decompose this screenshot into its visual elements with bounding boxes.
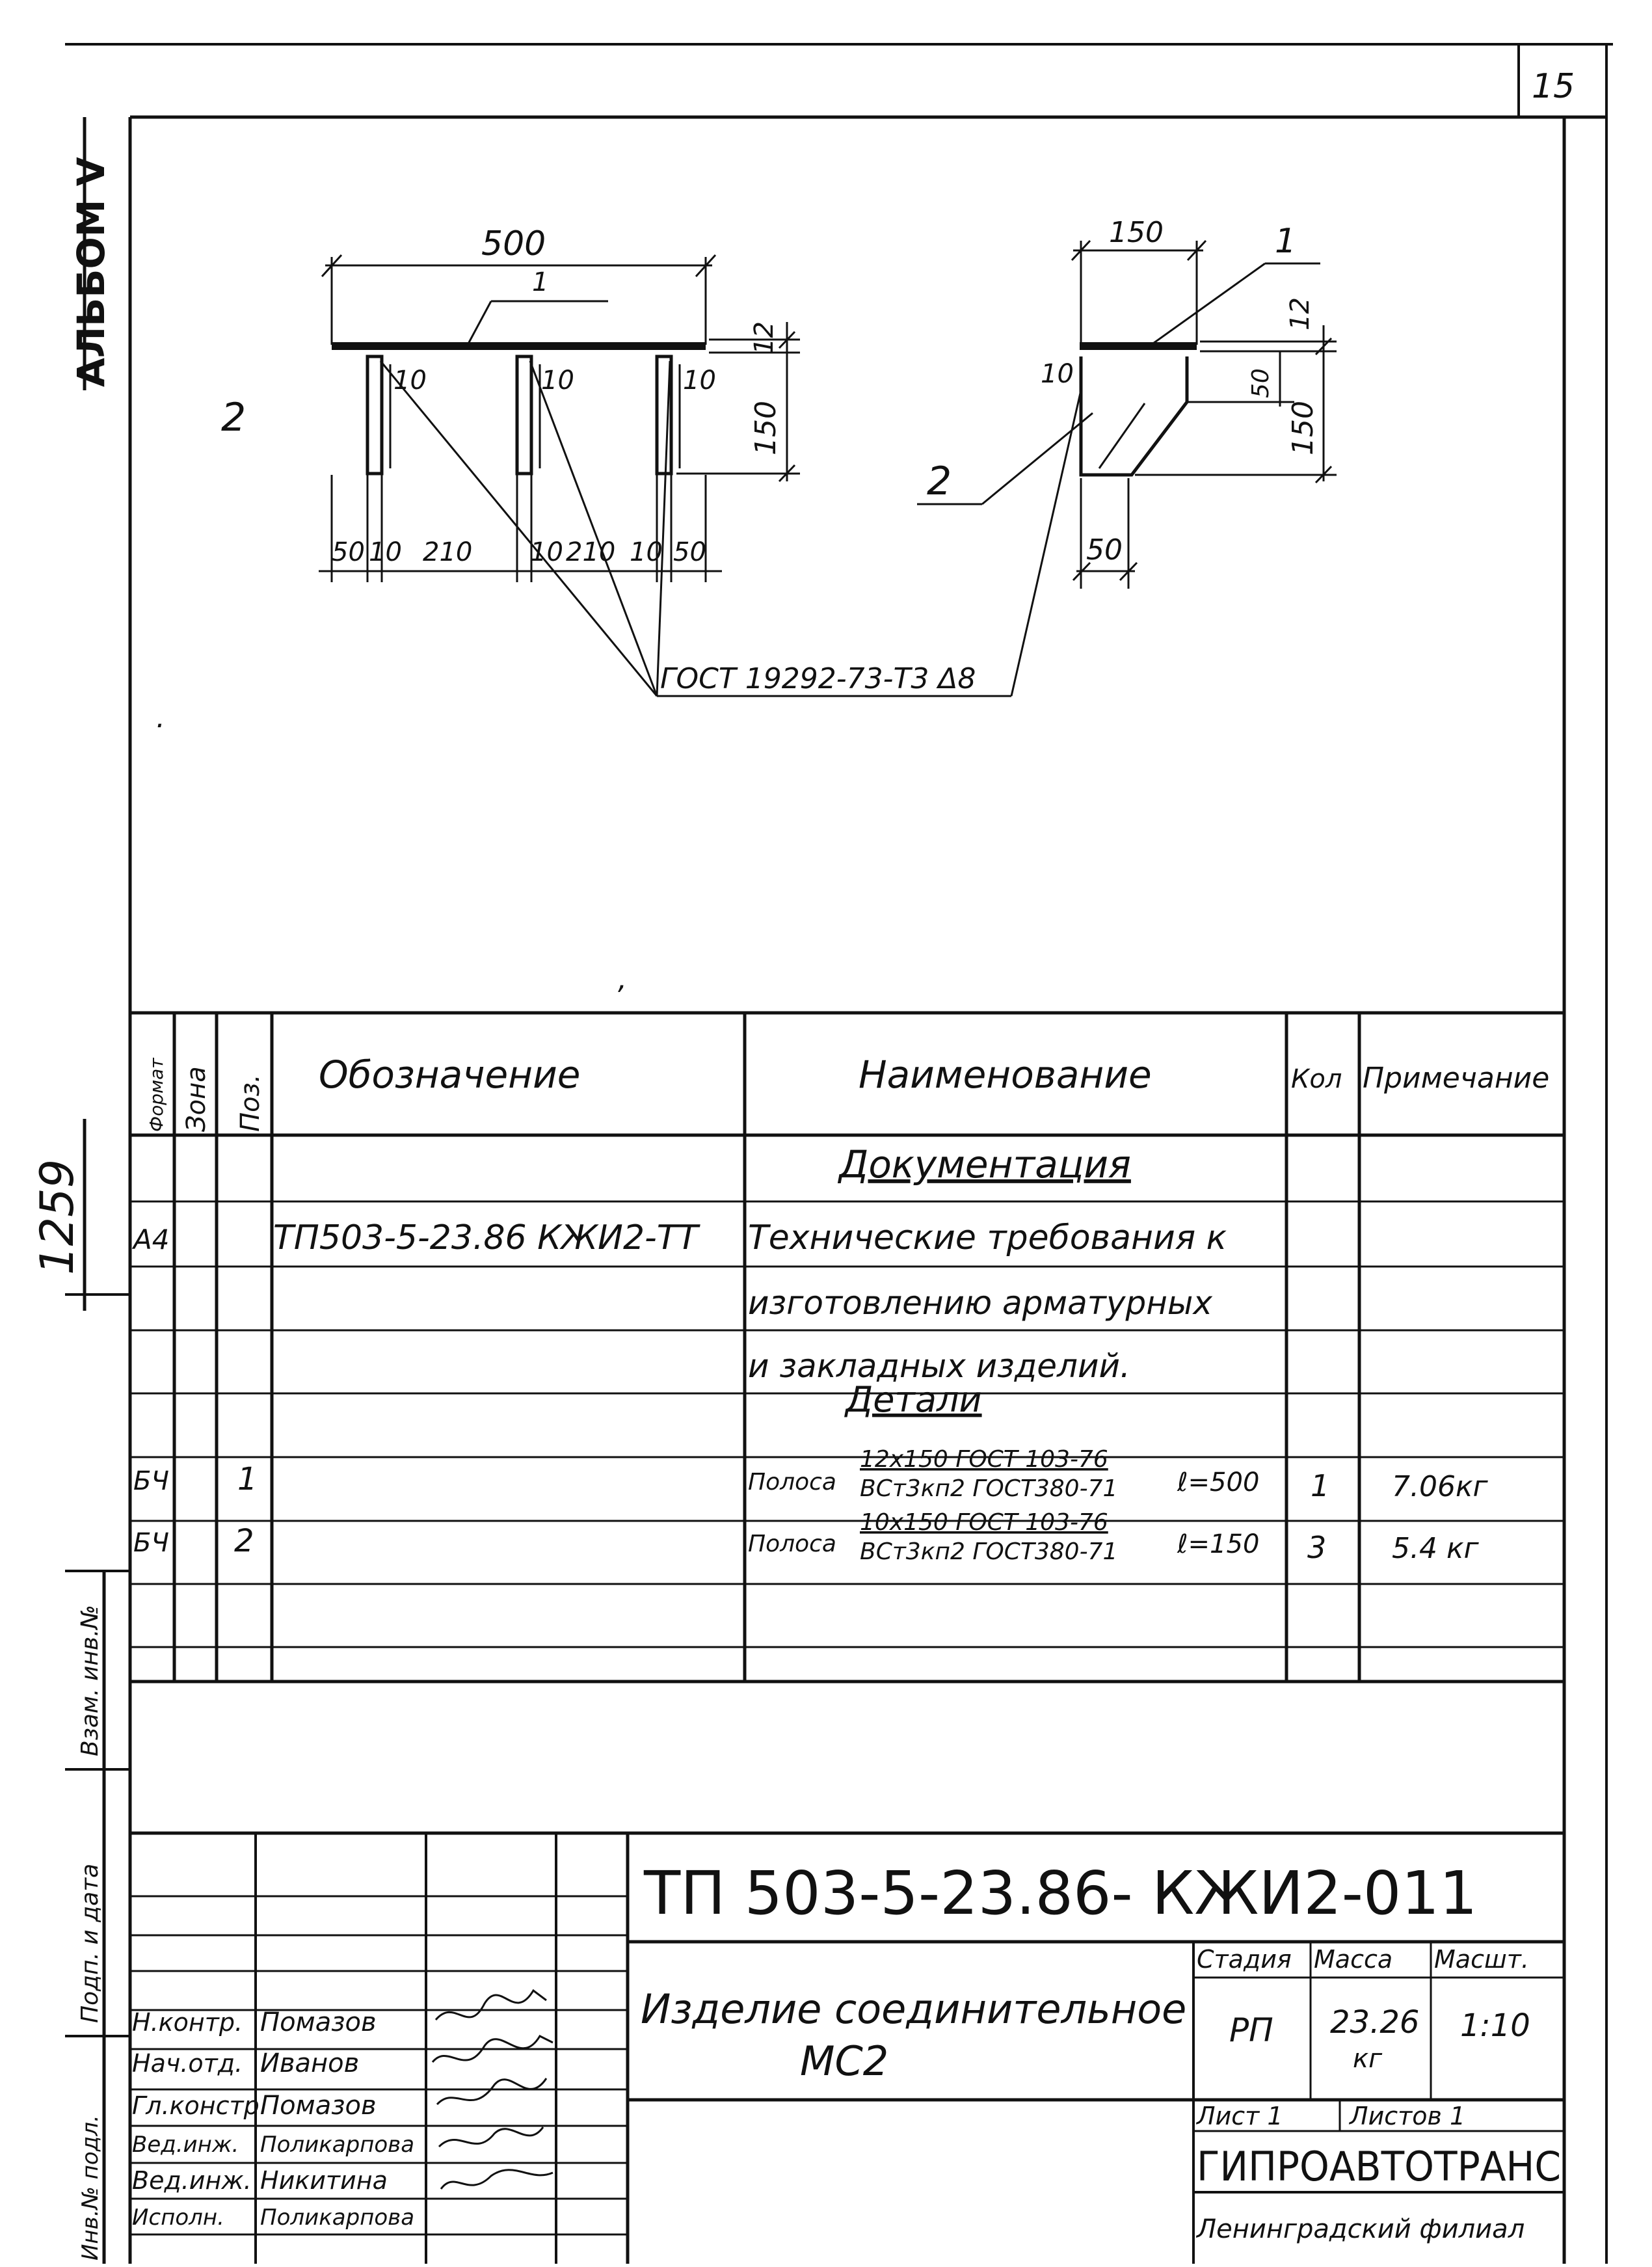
sig-name-1: Помазов	[260, 2007, 377, 2037]
header-name: Наименование	[859, 1053, 1152, 1097]
sig-name-2: Иванов	[260, 2048, 360, 2078]
doc-row-name-line-1: Технические требования к	[748, 1218, 1227, 1257]
dim-chain-3: 10	[530, 537, 563, 567]
stray-mark: ,	[618, 963, 627, 996]
left-weld-b: 10	[541, 366, 574, 396]
label-mass: Масса	[1314, 1945, 1393, 1974]
mass-value: 23.26	[1330, 2004, 1420, 2041]
right-dim-bottom: 50	[1086, 533, 1123, 567]
signature-rows	[132, 2007, 414, 2231]
dim-total: 500	[481, 224, 546, 263]
left-bottom-dims	[332, 537, 706, 567]
sig-role-6: Исполн.	[132, 2205, 224, 2231]
stage-value: РП	[1229, 2011, 1273, 2049]
left-pos-1: 1	[532, 267, 549, 297]
header-format: Формат	[146, 1058, 167, 1132]
organization: ГИПРОАВТОТРАНС	[1197, 2143, 1561, 2190]
album-code: 1259	[31, 1159, 84, 1275]
sig-role-4: Вед.инж.	[132, 2132, 239, 2158]
row-1-qty: 1	[1311, 1468, 1330, 1503]
sig-name-3: Помазов	[260, 2091, 377, 2121]
margin-label-sign-date: Подп. и дата	[77, 1863, 103, 2023]
sig-name-4: Поликарпова	[260, 2132, 415, 2158]
sheets-label: Листов 1	[1350, 2102, 1466, 2130]
left-dim-height: 150	[749, 401, 782, 455]
label-stage: Стадия	[1197, 1945, 1292, 1974]
row-1-line-bottom: ВСт3кп2 ГОСТ380-71	[860, 1475, 1118, 1502]
doc-row-format: А4	[133, 1224, 170, 1255]
row-2-line-bottom: ВСт3кп2 ГОСТ380-71	[860, 1538, 1118, 1565]
sig-name-6: Поликарпова	[260, 2205, 415, 2231]
doc-row-name-line-3: и закладных изделий.	[748, 1347, 1130, 1385]
section-parts: Детали	[846, 1379, 982, 1420]
row-2-length: ℓ=150	[1177, 1529, 1260, 1559]
scale-value: 1:10	[1460, 2007, 1530, 2044]
margin-label-inv-replace: Взам. инв.№	[77, 1605, 103, 1756]
header-designation: Обозначение	[319, 1053, 581, 1097]
sheet-label: Лист 1	[1197, 2102, 1283, 2130]
right-pos-1: 1	[1275, 222, 1297, 261]
row-1-line-top: 12х150 ГОСТ 103-76	[860, 1446, 1108, 1473]
weld-symbol-mark: .	[156, 701, 165, 734]
section-docs: Документация	[839, 1142, 1131, 1187]
branch: Ленинградский филиал	[1197, 2214, 1525, 2244]
right-pos-2: 2	[927, 459, 952, 504]
object-name-line-1: Изделие соединительное	[641, 1985, 1187, 2033]
album-label: АЛЬБОМ V	[69, 157, 113, 387]
row-1-length: ℓ=500	[1177, 1468, 1260, 1497]
dim-chain-5: 10	[630, 537, 663, 567]
right-dim-thick: 12	[1285, 297, 1315, 330]
drawing-code: ТП 503-5-23.86- КЖИ2-011	[644, 1858, 1478, 1928]
left-dim-thick: 12	[749, 321, 779, 355]
sig-role-3: Гл.констр.	[132, 2091, 267, 2120]
right-dim-50v: 50	[1247, 368, 1274, 398]
row-2-note: 5.4 кг	[1392, 1532, 1479, 1565]
row-2-pos: 2	[234, 1523, 254, 1559]
right-dim-width: 150	[1109, 216, 1164, 249]
row-1-note: 7.06кг	[1392, 1470, 1488, 1503]
object-name-line-2: МС2	[800, 2037, 889, 2085]
sig-name-5: Никитина	[260, 2166, 388, 2195]
sig-role-2: Нач.отд.	[132, 2049, 243, 2078]
dim-chain-0: 50	[332, 537, 365, 567]
header-note: Примечание	[1363, 1062, 1550, 1095]
dim-chain-1: 10	[369, 537, 402, 567]
right-weld: 10	[1041, 359, 1074, 389]
left-weld-c: 10	[683, 366, 716, 396]
margin-label-inv-orig: Инв.№ подл.	[77, 2115, 103, 2260]
sig-role-5: Вед.инж.	[132, 2166, 252, 2195]
row-1-format: БЧ	[133, 1466, 169, 1496]
right-dim-height: 150	[1286, 401, 1320, 455]
mass-unit: кг	[1353, 2044, 1383, 2074]
dim-chain-4: 210	[566, 537, 616, 567]
header-pos: Поз.	[235, 1074, 265, 1132]
sig-role-1: Н.контр.	[132, 2008, 243, 2037]
spec-row-2	[133, 1509, 1480, 1565]
drawing-right	[917, 241, 1337, 696]
row-2-prefix: Полоса	[748, 1531, 836, 1557]
drawing-left	[319, 255, 800, 696]
dim-chain-6: 50	[673, 537, 706, 567]
left-weld-a: 10	[393, 366, 427, 396]
header-qty: Кол	[1291, 1064, 1342, 1094]
label-scale: Масшт.	[1434, 1945, 1529, 1974]
sheet-number: 15	[1532, 67, 1575, 106]
doc-row-name-line-2: изготовлению арматурных	[748, 1284, 1212, 1322]
header-zone: Зона	[181, 1066, 211, 1132]
row-1-pos: 1	[237, 1461, 258, 1497]
weld-note: ГОСТ 19292-73-Т3 Δ8	[660, 662, 976, 695]
row-2-format: БЧ	[133, 1528, 169, 1558]
left-pos-2: 2	[221, 395, 246, 440]
row-2-qty: 3	[1307, 1530, 1327, 1565]
row-2-line-top: 10х150 ГОСТ 103-76	[860, 1509, 1108, 1536]
dim-chain-2: 210	[423, 537, 473, 567]
doc-row-designation: ТП503-5-23.86 КЖИ2-ТТ	[273, 1218, 699, 1257]
row-1-prefix: Полоса	[748, 1469, 836, 1496]
